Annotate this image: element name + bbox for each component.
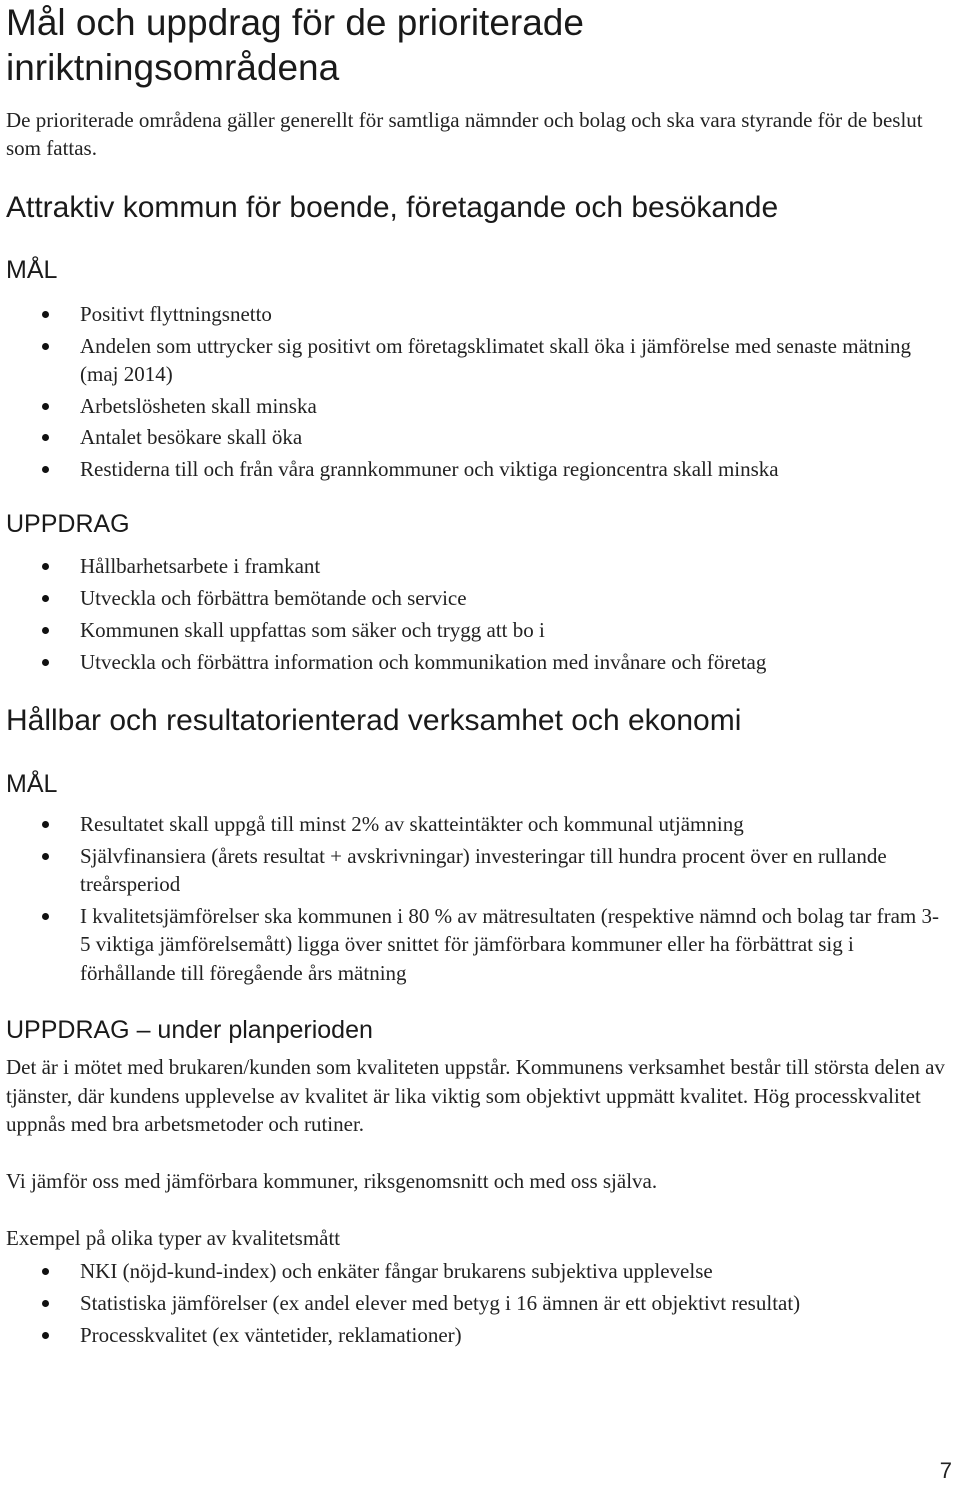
- examples-list: [0, 1257, 960, 1350]
- section1-goals-list: [0, 300, 960, 483]
- examples-heading: Exempel på olika typer av kvalitetsmått: [6, 1226, 341, 1250]
- bullet-icon: [42, 853, 49, 860]
- list-item: Arbetslösheten skall minska: [0, 392, 960, 421]
- section1-tasks-list: [0, 552, 960, 677]
- list-item: Utveckla och förbättra bemötande och service: [0, 584, 960, 613]
- bullet-icon: [42, 434, 49, 441]
- section1-goals-heading: MÅL: [6, 256, 58, 284]
- bullet-icon: [42, 821, 49, 828]
- bullet-icon: [42, 913, 49, 920]
- list-item: Statistiska jämförelser (ex andel elever med betyg i 16 ämnen är ett objektivt resultat): [0, 1289, 960, 1318]
- list-item: Processkvalitet (ex väntetider, reklamationer): [0, 1321, 960, 1350]
- bullet-icon: [42, 563, 49, 570]
- list-item: Utveckla och förbättra information och kommunikation med invånare och företag: [0, 648, 960, 677]
- section2-tasks-heading: UPPDRAG – under planperioden: [6, 1016, 373, 1044]
- list-item: Antalet besökare skall öka: [0, 423, 960, 452]
- page-number: 7: [939, 1458, 952, 1483]
- list-item: Resultatet skall uppgå till minst 2% av skatteintäkter och kommunal utjämning: [0, 810, 960, 839]
- intro-paragraph: De prioriterade områdena gäller generellt för samtliga nämnder och bolag och ska vara styrande för de beslut som fattas.: [6, 108, 923, 160]
- bullet-icon: [42, 595, 49, 602]
- bullet-icon: [42, 627, 49, 634]
- section2-heading: Hållbar och resultatorienterad verksamhet och ekonomi: [6, 704, 742, 737]
- bullet-icon: [42, 659, 49, 666]
- bullet-icon: [42, 403, 49, 410]
- list-item: I kvalitetsjämförelser ska kommunen i 80 % av mätresultaten (respektive nämnd och bolag tar fram 3-5 viktiga jämförelsemått) ligga över snittet för jämförbara kommuner eller ha förbättrat sig i förhållande till föregående års mätning: [0, 902, 960, 988]
- list-item: Kommunen skall uppfattas som säker och trygg att bo i: [0, 616, 960, 645]
- bullet-icon: [42, 466, 49, 473]
- list-item: Hållbarhetsarbete i framkant: [0, 552, 960, 581]
- list-item: NKI (nöjd-kund-index) och enkäter fångar brukarens subjektiva upplevelse: [0, 1257, 960, 1286]
- list-item: Positivt flyttningsnetto: [0, 300, 960, 329]
- bullet-icon: [42, 343, 49, 350]
- list-item: Självfinansiera (årets resultat + avskrivningar) investeringar till hundra procent över en rullande treårsperiod: [0, 842, 960, 899]
- list-item: Andelen som uttrycker sig positivt om företagsklimatet skall öka i jämförelse med senaste mätning (maj 2014): [0, 332, 960, 389]
- section2-goals-heading: MÅL: [6, 770, 58, 798]
- page-title: Mål och uppdrag för de prioriterade inriktningsområdena: [6, 2, 584, 88]
- comparison-paragraph: Vi jämför oss med jämförbara kommuner, riksgenomsnitt och med oss själva.: [6, 1169, 658, 1193]
- section2-goals-list: [0, 810, 960, 987]
- section1-heading: Attraktiv kommun för boende, företagande och besökande: [6, 191, 779, 224]
- section1-tasks-heading: UPPDRAG: [6, 510, 130, 538]
- bullet-icon: [42, 311, 49, 318]
- quality-paragraph: Det är i mötet med brukaren/kunden som kvaliteten uppstår. Kommunens verksamhet består till största delen av tjänster, där kundens upplevelse av kvalitet är lika viktig som objektivt uppmätt kvalitet. Hög processkvalitet uppnås med bra arbetsmetoder och rutiner.: [6, 1055, 945, 1136]
- bullet-icon: [42, 1300, 49, 1307]
- list-item: Restiderna till och från våra grannkommuner och viktiga regioncentra skall minska: [0, 455, 960, 484]
- bullet-icon: [42, 1332, 49, 1339]
- bullet-icon: [42, 1268, 49, 1275]
